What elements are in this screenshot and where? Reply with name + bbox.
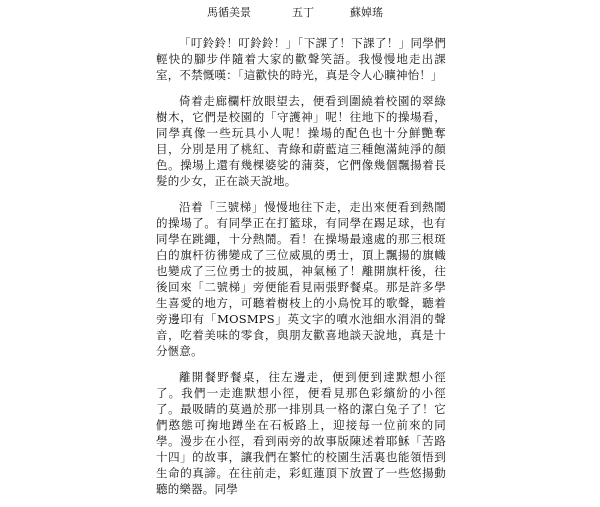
class-name: 五丁 xyxy=(292,6,314,19)
document-header xyxy=(0,4,600,22)
paragraph: 離開餐野餐桌，往左邊走，便到便到達默想小徑了。我們一走進默想小徑，便看見那色彩繽紛的小徑了。最吸睛的莫過於那一排別具一格的潔白兔子了！它們憨態可掬地蹲坐在石板路上，迎接每一位前來的同學。漫步在小徑，看到兩旁的故事版陳述着耶穌「苦路十四」的故事，讓我們在繁忙的校園生活裏也能領悟到生命的真諦。在往前走，彩虹蓮頂下放置了一些悠揚動聽的樂器。同學 xyxy=(156,370,446,496)
essay-title: 馬循美景 xyxy=(207,6,251,19)
author-name: 蘇婥瑤 xyxy=(350,6,383,19)
paragraph: 沿着「三號梯」慢慢地往下走，走出來便看到熱鬧的操場了。有同學正在打籃球，有同學在踢足球，也有同學在跳繩，十分熱鬧。看！在操場最遠處的那三根斑白的旗杆彷彿變成了三位威風的勇士，頂上飄揚的旗幟也變成了三位勇士的披風，神氣極了！離開旗杆後，往後回來「二號梯」旁便能看見兩張野餐桌。那是許多學生喜愛的地方，可聽着樹枝上的小鳥悅耳的歌聲，聽着旁邊印有「MOSMPS」英文字的噴水池細水涓涓的聲音，吃着美味的零食，與朋友歡喜地談天說地，真是十分愜意。 xyxy=(156,200,446,358)
paragraph: 「叮鈴鈴！叮鈴鈴！」「下課了！下課了！」同學們輕快的腳步伴隨着大家的歡聲笑語。我慢慢地走出課室，不禁慨嘆：「這歡快的時光，真是令人心曠神怡！」 xyxy=(156,36,446,82)
paragraph: 倚着走廊欄杆放眼望去，便看到圍繞着校園的翠綠樹木，它們是校園的「守護神」呢！往地下的操場看，同學真像一些玩具小人呢！操場的配色也十分鮮艷奪目，分別是用了桃紅、青綠和蔚藍這三種飽滿純淨的顏色。操場上還有幾棵婆娑的蒲葵，它們像幾個飄揚着長髮的少女，正在談天說地。 xyxy=(156,94,446,188)
essay-body xyxy=(156,35,446,507)
